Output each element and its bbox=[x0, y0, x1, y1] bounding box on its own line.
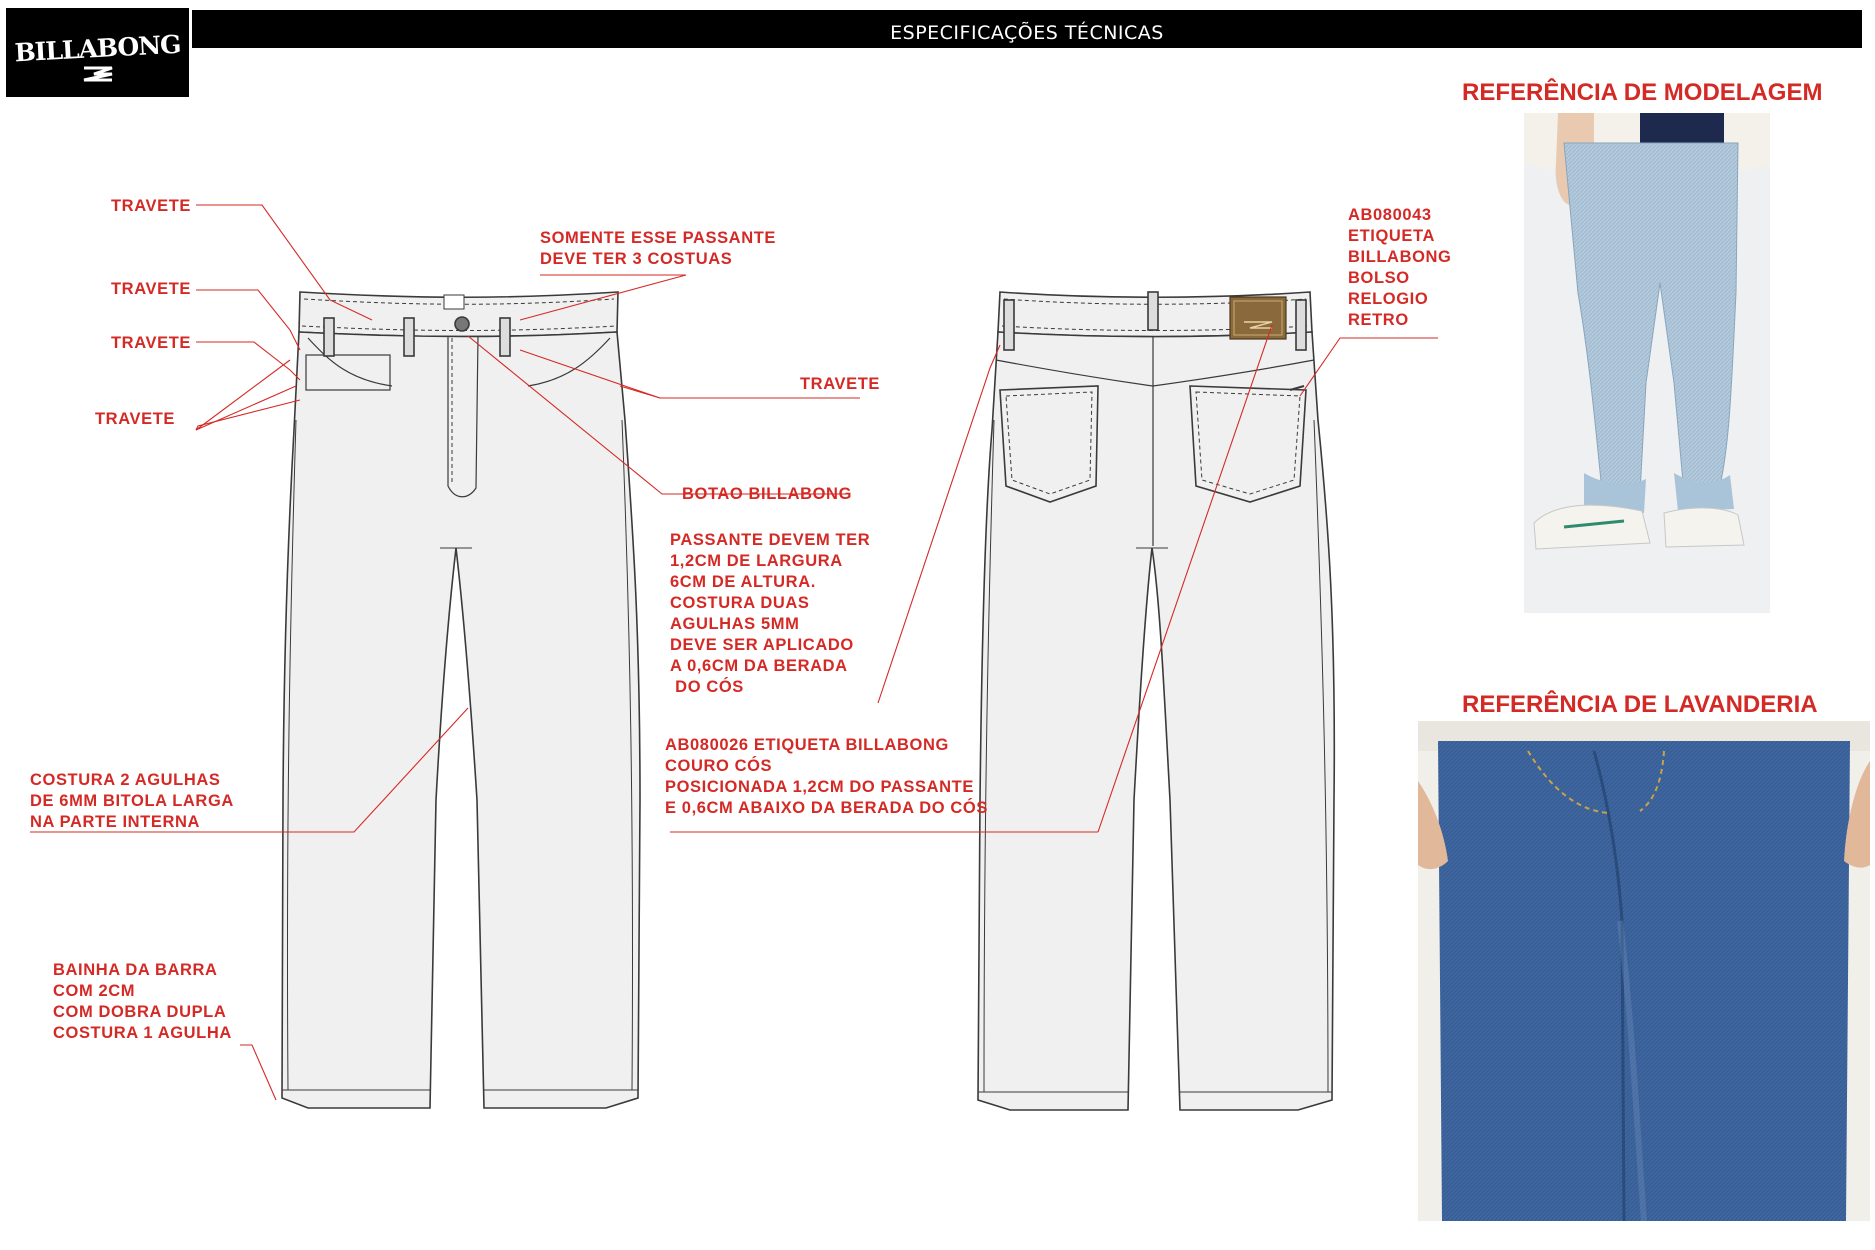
back-belt-loop bbox=[1296, 300, 1306, 350]
note-etiqueta-couro: AB080026 ETIQUETA BILLABONG COURO CÓS POSICIONADA 1,2CM DO PASSANTE E 0,6CM ABAIXO DA BERADA DO CÓS bbox=[665, 736, 988, 817]
mid-jeans-closeup-icon bbox=[1418, 721, 1870, 1221]
note-botao: BOTAO BILLABONG bbox=[682, 485, 853, 503]
back-pocket-left bbox=[1000, 386, 1098, 502]
back-view-drawing bbox=[978, 292, 1334, 1110]
note-bainha: BAINHA DA BARRA COM 2CM COM DOBRA DUPLA COSTURA 1 AGULHA bbox=[53, 961, 232, 1042]
note-passante-3-costuras: SOMENTE ESSE PASSANTE DEVE TER 3 COSTUAS bbox=[540, 229, 777, 268]
note-passante-spec: PASSANTE DEVEM TER 1,2CM DE LARGURA 6CM DE ALTURA. COSTURA DUAS AGULHAS 5MM DEVE SER APLICADO A 0,6CM DA BERADA DO CÓS bbox=[670, 531, 871, 696]
front-legs bbox=[282, 332, 640, 1108]
logo-wordmark: BILLABONG bbox=[13, 29, 182, 68]
note-travete-3: TRAVETE bbox=[111, 334, 191, 352]
front-view-drawing bbox=[282, 292, 640, 1108]
note-costura-interna: COSTURA 2 AGULHAS DE 6MM BITOLA LARGA NA PARTE INTERNA bbox=[30, 771, 234, 831]
note-travete-2: TRAVETE bbox=[111, 280, 191, 298]
back-belt-loop bbox=[1004, 300, 1014, 350]
note-etiqueta-bolso: AB080043 ETIQUETA BILLABONG BOLSO RELOGIO RETRO bbox=[1348, 206, 1452, 329]
note-travete-right: TRAVETE bbox=[800, 375, 880, 393]
reference-lavanderia-photo bbox=[1418, 721, 1870, 1221]
back-belt-loop bbox=[1148, 292, 1158, 330]
light-jeans-figure-icon bbox=[1524, 113, 1770, 613]
front-belt-loop bbox=[324, 318, 334, 356]
page-title: ESPECIFICAÇÕES TÉCNICAS bbox=[890, 22, 1164, 44]
note-travete-1: TRAVETE bbox=[111, 197, 191, 215]
back-pocket-right bbox=[1190, 386, 1306, 502]
front-button bbox=[455, 317, 469, 331]
front-belt-loop bbox=[500, 318, 510, 356]
reference-modelagem-photo bbox=[1524, 113, 1770, 613]
reference-modelagem-title: REFERÊNCIA DE MODELAGEM bbox=[1462, 79, 1823, 106]
front-belt-loop bbox=[404, 318, 414, 356]
leather-patch bbox=[1230, 297, 1286, 339]
note-travete-4: TRAVETE bbox=[95, 410, 175, 428]
reference-lavanderia-title: REFERÊNCIA DE LAVANDERIA bbox=[1462, 691, 1818, 718]
